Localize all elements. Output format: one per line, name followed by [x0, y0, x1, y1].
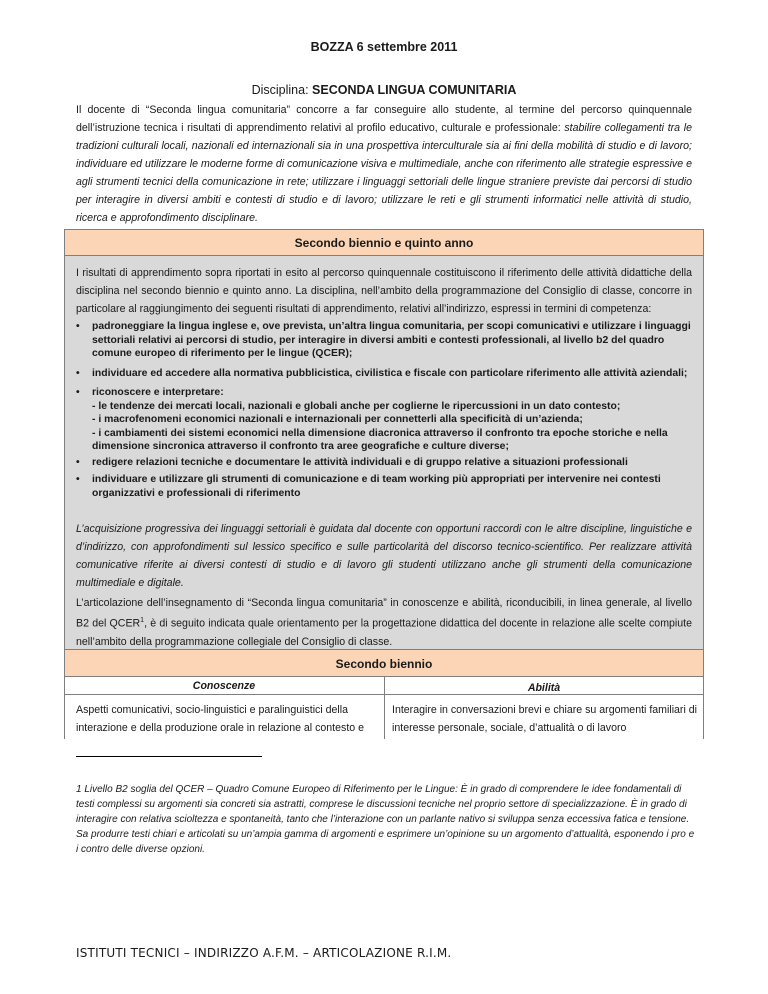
sub-item: - i macrofenomeni economici nazionali e internazionali per connetterli alla specificità di un’azienda; [92, 414, 583, 425]
skills-cell: Interagire in conversazioni brevi e chiare su argomenti familiari di interesse personale, sociale, d’attualità o di lavoro [392, 704, 698, 734]
list-item-text: individuare ed accedere alla normativa pubblicistica, civilistica e fiscale con particolare riferimento alle attività aziendali; [92, 367, 688, 379]
intro-italic-text: stabilire collegamenti tra le tradizioni culturali locali, nazionali ed internazionali sia in una prospettiva interculturale sia ai fini della mobilità di studio e di lavoro; individuare ed utilizzare le moderne forme di comunicazione visiva e multimediale, anche con riferimento alle strategie espressive e agli strumenti tecnici della comunicazione in rete; utilizzare i linguaggi settoriali delle lingue straniere previste dai percorsi di studio per interagire in diversi ambiti e contesti di studio e di lavoro; utilizzare le reti e gli strumenti informatici nelle attività di studio, ricerca e approfondimento disciplinare. [76, 122, 692, 224]
list-item [76, 320, 692, 361]
column-header-knowledge: Conoscenze [192, 680, 256, 692]
sub-item: - i cambiamenti dei sistemi economici nella dimensione diacronica attraverso il confronto tra epoche storiche e nella dimensione sincronica attraverso il confronto tra aree geografiche e culture diverse; [92, 427, 668, 452]
knowledge-cell: Aspetti comunicativi, socio-linguistici e paralinguistici della interazione e della produzione orale in relazione al contesto e [76, 704, 364, 734]
bullet-icon: • [76, 367, 80, 379]
page-footer: ISTITUTI TECNICI – INDIRIZZO A.F.M. – ARTICOLAZIONE R.I.M. [76, 946, 452, 960]
discipline-name: SECONDA LINGUA COMUNITARIA [312, 83, 517, 97]
list-item-text: padroneggiare la lingua inglese e, ove prevista, un’altra lingua comunitaria, per scopi comunicativi e utilizzare i linguaggi settoriali relativi ai percorsi di studio, per interagire in diversi ambiti e contesti professionali, al livello b2 del quadro comune europeo di riferimento per le lingue (QCER); [92, 321, 691, 359]
footnote-separator [76, 756, 262, 757]
list-item [76, 456, 692, 470]
bullet-icon: • [76, 456, 80, 468]
discipline-label: Disciplina: [251, 83, 313, 97]
competence-list [76, 320, 692, 506]
articulation-text: L’articolazione dell’insegnamento di “Seconda lingua comunitaria” in conoscenze e abilità, riconducibili, in linea generale, al livello B2 del QCER [76, 597, 692, 630]
column-header-skills: Abilità [527, 682, 561, 694]
section1-paragraph: I risultati di apprendimento sopra riportati in esito al percorso quinquennale costituiscono il riferimento delle attività didattiche della disciplina nel secondo biennio e quinto anno. La disciplina, nell’ambito della programmazione del Consiglio di classe, concorre in particolare al raggiungimento dei seguenti risultati di apprendimento, relativi all’indirizzo, espressi in termini di competenza: [76, 267, 692, 315]
footnote-text: 1 Livello B2 soglia del QCER – Quadro Comune Europeo di Riferimento per le Lingue: È in grado di comprendere le idee fondamentali di testi complessi su argomenti sia concreti sia astratti, comprese le discussioni tecniche nel proprio settore di specializzazione. È in grado di interagire con relativa scioltezza e spontaneità, tanto che l’interazione con un parlante nativo si sviluppa senza eccessiva fatica e tensione. Sa produrre testi chiari e articolati su un’ampia gamma di argomenti e esprimere un’opinione su un argomento d’attualità, esponendo i pro e i contro delle diverse opzioni. [76, 784, 695, 855]
bullet-icon: • [76, 321, 80, 332]
draft-date-heading: BOZZA 6 settembre 2011 [310, 40, 458, 54]
footnote-ref: 1 [140, 617, 145, 624]
list-item-text: redigere relazioni tecniche e documentare le attività individuali e di gruppo relative a situazioni professionali [92, 456, 628, 468]
list-item-text: individuare e utilizzare gli strumenti di comunicazione e di team working più appropriati per intervenire nei contesti organizzativi e professionali di riferimento [92, 474, 661, 499]
intro-text: Il docente di “Seconda lingua comunitaria” concorre a far conseguire allo studente, al termine del percorso quinquennale dell’istruzione tecnica i risultati di apprendimento relativi al profilo educativo, culturale e professionale: [76, 104, 692, 134]
list-item-text: riconoscere e interpretare: [92, 387, 224, 398]
italic-paragraph: L’acquisizione progressiva dei linguaggi settoriali è guidata dal docente con opportuni raccordi con le altre discipline, linguistiche e d’indirizzo, con approfondimenti sul lessico specifico e sulle particolarità del discorso tecnico-scientifico. Per realizzare attività comunicative riferite ai diversi contesti di studio e di lavoro gli studenti utilizzano anche gli strumenti della comunicazione multimediale e digitale. [76, 523, 692, 589]
bullet-icon: • [76, 387, 80, 398]
articulation-text-cont: , è di seguito indicata quale orientamento per la progettazione didattica del docente in relazione alle scelte compiute nell’ambito della programmazione collegiale del Consiglio di classe. [76, 617, 692, 648]
list-item [76, 473, 692, 500]
bullet-icon: • [76, 474, 80, 485]
sub-item: - le tendenze dei mercati locali, nazionali e globali anche per coglierne le ripercussioni in un dato contesto; [92, 400, 621, 412]
list-item [76, 367, 692, 381]
intro-paragraph [76, 101, 692, 227]
list-item [76, 386, 692, 454]
articulation-paragraph [76, 594, 692, 651]
discipline-heading [0, 83, 768, 97]
section-secondo-biennio-header: Secondo biennio [64, 649, 704, 677]
section-biennio-quinto-header: Secondo biennio e quinto anno [64, 229, 704, 256]
